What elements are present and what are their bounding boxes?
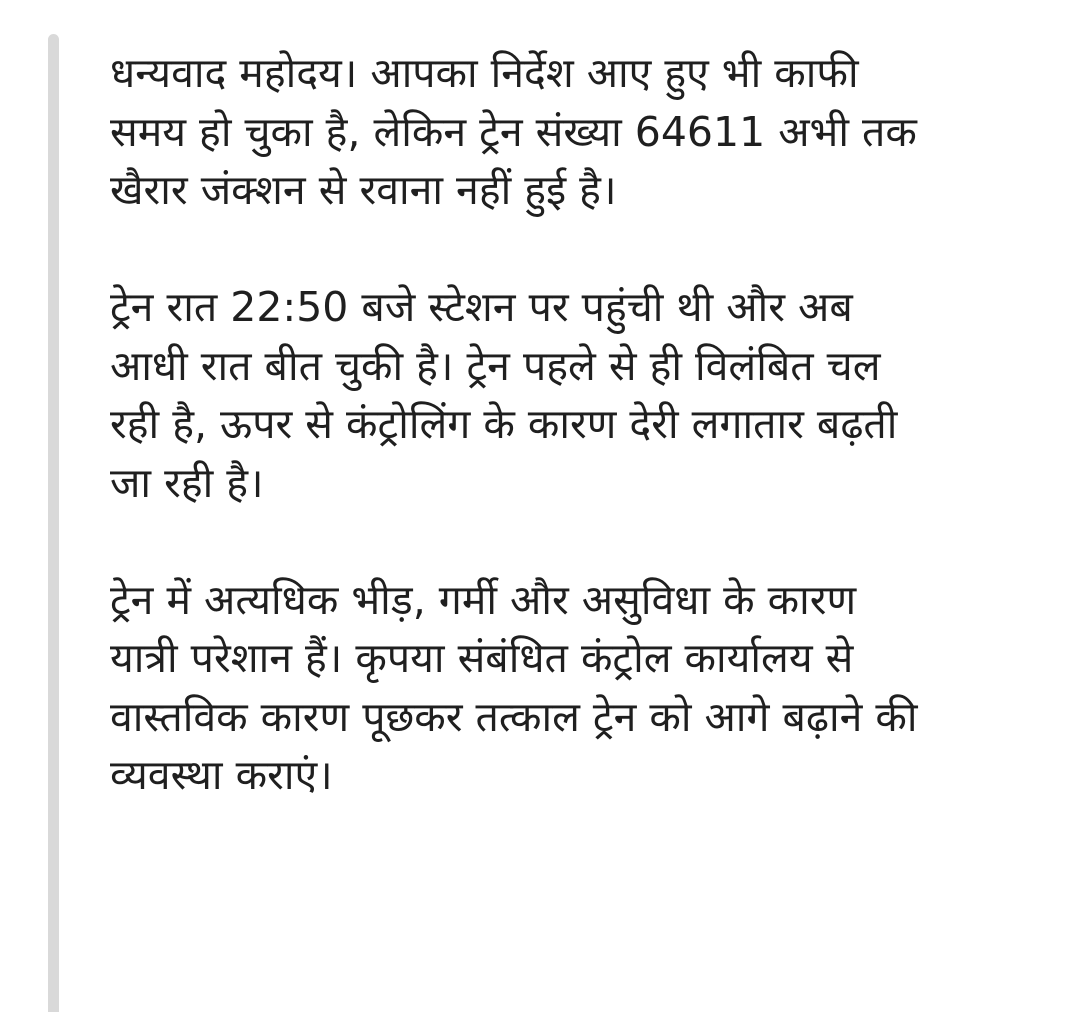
text-line: ट्रेन रात 22:50 बजे स्टेशन पर पहुंची थी और अब xyxy=(110,283,853,331)
text-line: व्यवस्था कराएं। xyxy=(110,751,333,799)
paragraph-3 xyxy=(110,571,1050,805)
quote-bar xyxy=(48,34,59,1012)
paragraph-2 xyxy=(110,278,1050,512)
text-line: जा रही है। xyxy=(110,458,264,507)
text-line: ट्रेन में अत्यधिक भीड़, गर्मी और असुविधा के कारण xyxy=(110,575,857,624)
text-line: रही है, ऊपर से कंट्रोलिंग के कारण देरी लगातार बढ़ती xyxy=(110,400,898,448)
text-line: समय हो चुका है, लेकिन ट्रेन संख्या 64611 अभी तक xyxy=(110,107,917,156)
text-line: खैरार जंक्शन से रवाना नहीं हुई है। xyxy=(110,166,617,214)
paragraph-1 xyxy=(110,44,1050,220)
text-line: धन्यवाद महोदय। आपका निर्देश आए हुए भी काफी xyxy=(110,49,859,97)
text-line: वास्तविक कारण पूछकर तत्काल ट्रेन को आगे बढ़ाने की xyxy=(110,692,918,741)
text-line: यात्री परेशान हैं। कृपया संबंधित कंट्रोल कार्यालय से xyxy=(110,634,854,682)
message-body xyxy=(110,44,1050,863)
text-line: आधी रात बीत चुकी है। ट्रेन पहले से ही विलंबित चल xyxy=(110,341,881,390)
